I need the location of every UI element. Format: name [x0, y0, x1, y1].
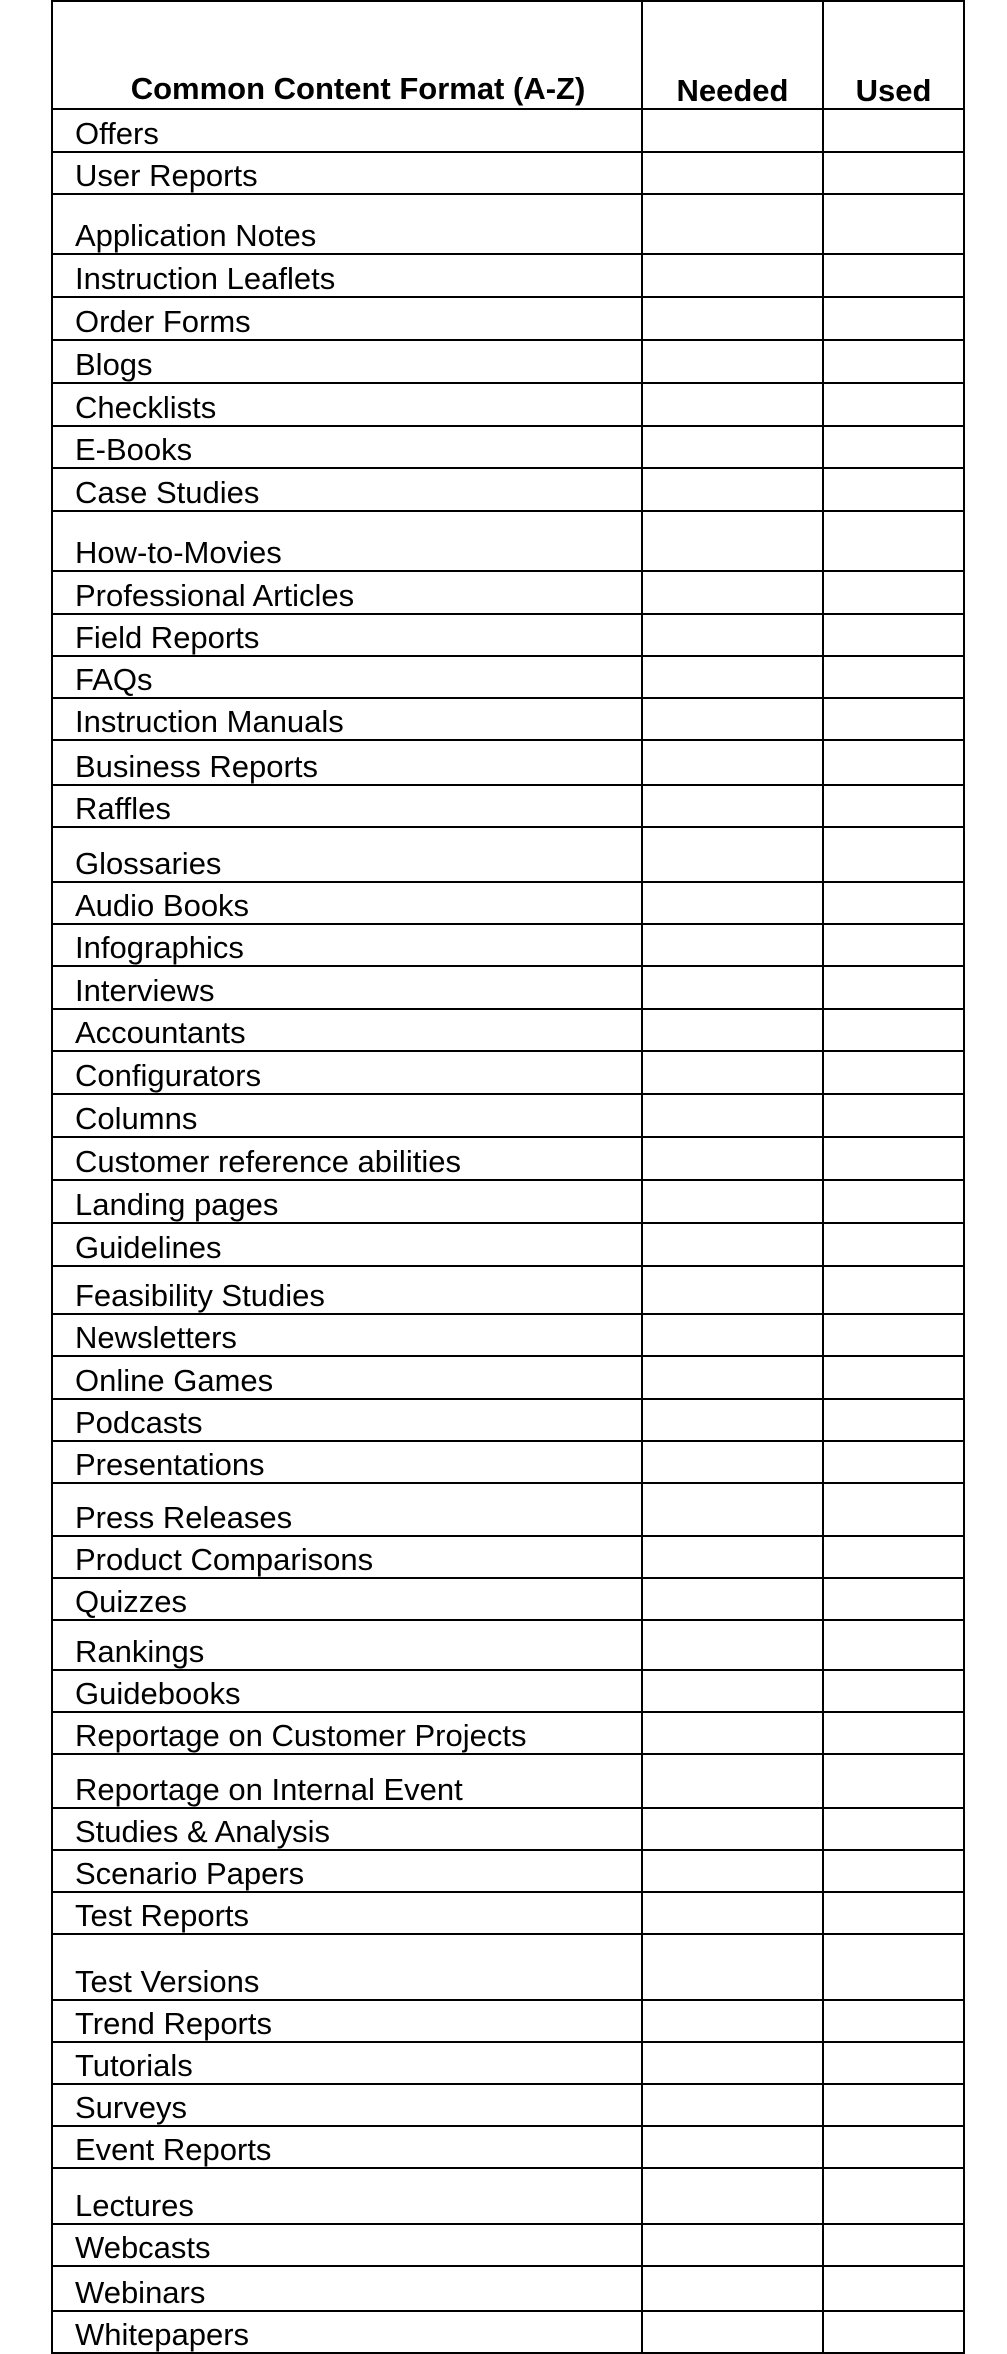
used-cell[interactable] — [823, 614, 964, 656]
table-row — [52, 1009, 964, 1051]
format-label: Webinars — [52, 2266, 642, 2311]
table-body — [52, 109, 964, 2353]
used-cell[interactable] — [823, 426, 964, 468]
needed-cell[interactable] — [642, 1483, 823, 1536]
format-label: Glossaries — [52, 827, 642, 882]
used-cell[interactable] — [823, 656, 964, 698]
used-cell[interactable] — [823, 1266, 964, 1314]
table-row — [52, 2084, 964, 2126]
format-label: Field Reports — [52, 614, 642, 656]
used-cell[interactable] — [823, 109, 964, 152]
used-cell[interactable] — [823, 1483, 964, 1536]
used-cell[interactable] — [823, 2042, 964, 2084]
needed-cell[interactable] — [642, 1399, 823, 1441]
table-row — [52, 194, 964, 254]
used-cell[interactable] — [823, 2084, 964, 2126]
table-row — [52, 2000, 964, 2042]
needed-cell[interactable] — [642, 1356, 823, 1399]
needed-cell[interactable] — [642, 698, 823, 740]
used-cell[interactable] — [823, 1712, 964, 1754]
needed-cell[interactable] — [642, 1223, 823, 1266]
table-row — [52, 1578, 964, 1620]
needed-cell[interactable] — [642, 2311, 823, 2353]
used-cell[interactable] — [823, 827, 964, 882]
table-row — [52, 785, 964, 827]
table-row — [52, 656, 964, 698]
used-cell[interactable] — [823, 2168, 964, 2224]
used-cell[interactable] — [823, 1094, 964, 1137]
format-label: Instruction Leaflets — [52, 254, 642, 297]
format-label: Offers — [52, 109, 642, 152]
table-row — [52, 468, 964, 511]
needed-cell[interactable] — [642, 2084, 823, 2126]
table-row — [52, 827, 964, 882]
table-row — [52, 1356, 964, 1399]
format-label: Case Studies — [52, 468, 642, 511]
format-label: Reportage on Customer Projects — [52, 1712, 642, 1754]
table-row — [52, 2042, 964, 2084]
needed-cell[interactable] — [642, 966, 823, 1009]
table-row — [52, 1094, 964, 1137]
used-cell[interactable] — [823, 2000, 964, 2042]
format-label: Professional Articles — [52, 571, 642, 614]
needed-cell[interactable] — [642, 1180, 823, 1223]
table-row — [52, 1180, 964, 1223]
format-label: Checklists — [52, 383, 642, 426]
content-format-checklist-table — [51, 0, 965, 2354]
format-label: E-Books — [52, 426, 642, 468]
table-row — [52, 340, 964, 383]
format-label: Interviews — [52, 966, 642, 1009]
needed-cell[interactable] — [642, 882, 823, 924]
format-label: Test Reports — [52, 1892, 642, 1934]
used-cell[interactable] — [823, 1670, 964, 1712]
format-label: Rankings — [52, 1620, 642, 1670]
table-row — [52, 882, 964, 924]
format-label: Columns — [52, 1094, 642, 1137]
table-row — [52, 2224, 964, 2266]
table-row — [52, 1808, 964, 1850]
format-label: Trend Reports — [52, 2000, 642, 2042]
table-row — [52, 1441, 964, 1483]
used-cell[interactable] — [823, 1934, 964, 2000]
needed-cell[interactable] — [642, 2126, 823, 2168]
format-label: Application Notes — [52, 194, 642, 254]
used-cell[interactable] — [823, 1620, 964, 1670]
needed-cell[interactable] — [642, 1620, 823, 1670]
format-label: Guidebooks — [52, 1670, 642, 1712]
table-row — [52, 614, 964, 656]
used-cell[interactable] — [823, 254, 964, 297]
format-label: Feasibility Studies — [52, 1266, 642, 1314]
format-label: Webcasts — [52, 2224, 642, 2266]
format-label: FAQs — [52, 656, 642, 698]
format-label: Online Games — [52, 1356, 642, 1399]
format-label: Product Comparisons — [52, 1536, 642, 1578]
used-cell[interactable] — [823, 1180, 964, 1223]
format-label: Podcasts — [52, 1399, 642, 1441]
used-cell[interactable] — [823, 383, 964, 426]
needed-cell[interactable] — [642, 511, 823, 571]
used-cell[interactable] — [823, 698, 964, 740]
format-label: Customer reference abilities — [52, 1137, 642, 1180]
format-label: Surveys — [52, 2084, 642, 2126]
table-row — [52, 571, 964, 614]
needed-cell[interactable] — [642, 194, 823, 254]
format-label: Order Forms — [52, 297, 642, 340]
table-row — [52, 1483, 964, 1536]
used-cell[interactable] — [823, 2126, 964, 2168]
format-label: Test Versions — [52, 1934, 642, 2000]
table-row — [52, 1399, 964, 1441]
format-label: Press Releases — [52, 1483, 642, 1536]
used-cell[interactable] — [823, 740, 964, 785]
table-header-row — [52, 1, 964, 109]
format-label: Scenario Papers — [52, 1850, 642, 1892]
used-cell[interactable] — [823, 1223, 964, 1266]
needed-cell[interactable] — [642, 254, 823, 297]
needed-cell[interactable] — [642, 426, 823, 468]
format-label: Infographics — [52, 924, 642, 966]
needed-cell[interactable] — [642, 1712, 823, 1754]
format-label: Newsletters — [52, 1314, 642, 1356]
used-cell[interactable] — [823, 882, 964, 924]
table-row — [52, 297, 964, 340]
table-row — [52, 966, 964, 1009]
format-label: User Reports — [52, 152, 642, 194]
used-cell[interactable] — [823, 1009, 964, 1051]
needed-cell[interactable] — [642, 1670, 823, 1712]
used-cell[interactable] — [823, 511, 964, 571]
needed-cell[interactable] — [642, 2000, 823, 2042]
format-label: Audio Books — [52, 882, 642, 924]
header-needed: Needed — [642, 1, 823, 109]
table-row — [52, 1536, 964, 1578]
used-cell[interactable] — [823, 1137, 964, 1180]
needed-cell[interactable] — [642, 1137, 823, 1180]
format-label: Accountants — [52, 1009, 642, 1051]
needed-cell[interactable] — [642, 1578, 823, 1620]
needed-cell[interactable] — [642, 1314, 823, 1356]
format-label: Whitepapers — [52, 2311, 642, 2353]
needed-cell[interactable] — [642, 656, 823, 698]
needed-cell[interactable] — [642, 571, 823, 614]
used-cell[interactable] — [823, 1536, 964, 1578]
used-cell[interactable] — [823, 2266, 964, 2311]
table-row — [52, 511, 964, 571]
table-row — [52, 2311, 964, 2353]
needed-cell[interactable] — [642, 1266, 823, 1314]
format-label: Quizzes — [52, 1578, 642, 1620]
needed-cell[interactable] — [642, 1094, 823, 1137]
needed-cell[interactable] — [642, 109, 823, 152]
table-row — [52, 2266, 964, 2311]
table-row — [52, 2126, 964, 2168]
format-label: Lectures — [52, 2168, 642, 2224]
needed-cell[interactable] — [642, 2042, 823, 2084]
needed-cell[interactable] — [642, 1009, 823, 1051]
used-cell[interactable] — [823, 785, 964, 827]
table-row — [52, 1314, 964, 1356]
header-used: Used — [823, 1, 964, 109]
format-label: Studies & Analysis — [52, 1808, 642, 1850]
needed-cell[interactable] — [642, 924, 823, 966]
needed-cell[interactable] — [642, 2224, 823, 2266]
needed-cell[interactable] — [642, 468, 823, 511]
table-row — [52, 426, 964, 468]
used-cell[interactable] — [823, 1808, 964, 1850]
needed-cell[interactable] — [642, 383, 823, 426]
used-cell[interactable] — [823, 1356, 964, 1399]
table-row — [52, 152, 964, 194]
used-cell[interactable] — [823, 1399, 964, 1441]
header-content-format: Common Content Format (A-Z) — [52, 1, 642, 109]
table-row — [52, 1266, 964, 1314]
needed-cell[interactable] — [642, 1536, 823, 1578]
format-label: Presentations — [52, 1441, 642, 1483]
table-row — [52, 924, 964, 966]
needed-cell[interactable] — [642, 614, 823, 656]
format-label: Configurators — [52, 1051, 642, 1094]
needed-cell[interactable] — [642, 1850, 823, 1892]
needed-cell[interactable] — [642, 1808, 823, 1850]
needed-cell[interactable] — [642, 2266, 823, 2311]
format-label: Guidelines — [52, 1223, 642, 1266]
table-row — [52, 1051, 964, 1094]
table-row — [52, 383, 964, 426]
needed-cell[interactable] — [642, 1934, 823, 2000]
format-label: Business Reports — [52, 740, 642, 785]
table-row — [52, 1850, 964, 1892]
used-cell[interactable] — [823, 1051, 964, 1094]
used-cell[interactable] — [823, 194, 964, 254]
used-cell[interactable] — [823, 1314, 964, 1356]
used-cell[interactable] — [823, 468, 964, 511]
used-cell[interactable] — [823, 1754, 964, 1808]
used-cell[interactable] — [823, 571, 964, 614]
needed-cell[interactable] — [642, 1754, 823, 1808]
table-row — [52, 254, 964, 297]
needed-cell[interactable] — [642, 740, 823, 785]
table-row — [52, 1754, 964, 1808]
format-label: Event Reports — [52, 2126, 642, 2168]
table-row — [52, 1934, 964, 2000]
needed-cell[interactable] — [642, 785, 823, 827]
table-row — [52, 1137, 964, 1180]
used-cell[interactable] — [823, 340, 964, 383]
used-cell[interactable] — [823, 924, 964, 966]
format-label: Landing pages — [52, 1180, 642, 1223]
table-row — [52, 1712, 964, 1754]
table-row — [52, 1223, 964, 1266]
needed-cell[interactable] — [642, 152, 823, 194]
needed-cell[interactable] — [642, 1892, 823, 1934]
needed-cell[interactable] — [642, 340, 823, 383]
table-row — [52, 1620, 964, 1670]
table-row — [52, 1670, 964, 1712]
needed-cell[interactable] — [642, 1051, 823, 1094]
table-row — [52, 109, 964, 152]
used-cell[interactable] — [823, 1892, 964, 1934]
needed-cell[interactable] — [642, 297, 823, 340]
used-cell[interactable] — [823, 297, 964, 340]
used-cell[interactable] — [823, 1578, 964, 1620]
table-row — [52, 2168, 964, 2224]
format-label: Tutorials — [52, 2042, 642, 2084]
format-label: How-to-Movies — [52, 511, 642, 571]
used-cell[interactable] — [823, 1850, 964, 1892]
needed-cell[interactable] — [642, 1441, 823, 1483]
table-row — [52, 1892, 964, 1934]
format-label: Blogs — [52, 340, 642, 383]
needed-cell[interactable] — [642, 827, 823, 882]
format-label: Reportage on Internal Event — [52, 1754, 642, 1808]
used-cell[interactable] — [823, 966, 964, 1009]
used-cell[interactable] — [823, 2311, 964, 2353]
format-label: Instruction Manuals — [52, 698, 642, 740]
table-row — [52, 698, 964, 740]
needed-cell[interactable] — [642, 2168, 823, 2224]
format-label: Raffles — [52, 785, 642, 827]
used-cell[interactable] — [823, 152, 964, 194]
used-cell[interactable] — [823, 1441, 964, 1483]
table-row — [52, 740, 964, 785]
used-cell[interactable] — [823, 2224, 964, 2266]
